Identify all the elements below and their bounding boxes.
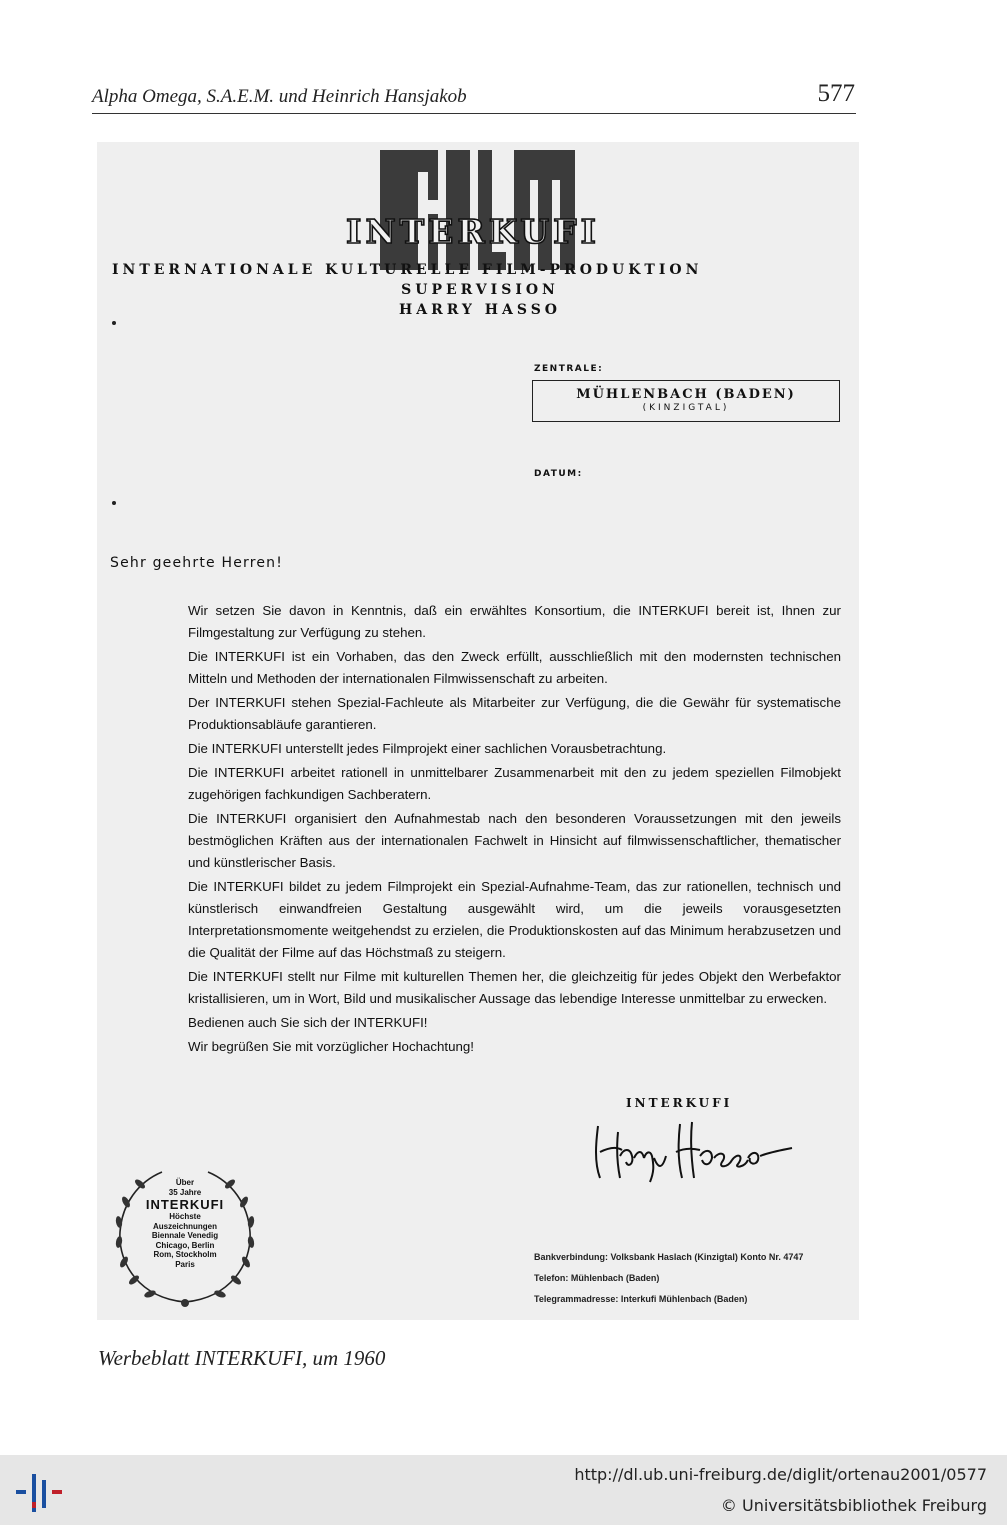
letter-body [188, 600, 841, 1060]
supervision-label: SUPERVISION [401, 282, 559, 298]
library-logo-icon [12, 1466, 66, 1516]
signature-label: INTERKUFI [626, 1096, 733, 1110]
punch-mark [112, 321, 116, 325]
seal-line: Paris [175, 1259, 195, 1269]
bank-details: Bankverbindung: Volksbank Haslach (Kinzigtal) Konto Nr. 4747 [534, 1252, 804, 1262]
paragraph: Die INTERKUFI unterstellt jedes Filmprojekt einer sachlichen Vorausbetrachtung. [188, 741, 667, 756]
paragraph: Die INTERKUFI arbeitet rationell in unmittelbarer Zusammenarbeit mit den zu jedem speziellen Filmobjekt zugehörigen fachkundigen Sachberatern. [188, 765, 841, 802]
date-label: DATUM: [534, 469, 583, 479]
phone-details: Telefon: Mühlenbach (Baden) [534, 1273, 660, 1283]
seal-line: Chicago, Berlin [155, 1240, 215, 1250]
seal-line: Biennale Venedig [151, 1231, 219, 1240]
paragraph: Bedienen auch Sie sich der INTERKUFI! [188, 1015, 428, 1030]
seal-line: Höchste [169, 1212, 201, 1221]
address-box [532, 380, 840, 422]
salutation: Sehr geehrte Herren! [110, 555, 284, 571]
copyright-notice: © Universitätsbibliothek Freiburg [720, 1496, 987, 1515]
zentrale-label: ZENTRALE: [534, 364, 604, 374]
tagline: INTERNATIONALE KULTURELLE FILM-PRODUKTION [112, 262, 703, 278]
permalink-url[interactable]: http://dl.ub.uni-freiburg.de/diglit/ortenau2001/0577 [574, 1465, 987, 1484]
page-number: 577 [817, 80, 855, 107]
paragraph: Die INTERKUFI organisiert den Aufnahmestab nach den besonderen Voraussetzungen mit den jeweils bestmöglichen Kräften aus der internationalen Fachwelt in Hinsicht auf filmwissenschaftlicher, thematischer und künstlerischer Basis. [188, 811, 841, 870]
address-city: MÜHLENBACH (BADEN) [576, 387, 796, 402]
seal-text [120, 1178, 250, 1269]
paragraph: Die INTERKUFI stellt nur Filme mit kulturellen Themen her, die gleichzeitig für jedes Objekt den Werbefaktor kristallisieren, um in Wort, Bild und musikalischer Aussage das lebendige Interesse unmittelbar zu erwecken. [188, 969, 841, 1006]
seal-line: Rom, Stockholm [153, 1250, 217, 1259]
paragraph: Wir begrüßen Sie mit vorzüglicher Hochachtung! [188, 1039, 475, 1054]
seal-brand: INTERKUFI [145, 1197, 225, 1212]
seal-line: Über [175, 1178, 195, 1187]
brand-name: INTERKUFI [346, 212, 600, 251]
figure-caption: Werbeblatt INTERKUFI, um 1960 [98, 1346, 386, 1370]
supervisor-name: HARRY HASSO [399, 302, 561, 318]
paragraph: Der INTERKUFI stehen Spezial-Fachleute als Mitarbeiter zur Verfügung, die die Gewähr für systematische Produktionsabläufe garantieren. [188, 695, 841, 732]
header-rule [92, 113, 856, 114]
paragraph: Wir setzen Sie davon in Kenntnis, daß ein erwähltes Konsortium, die INTERKUFI bereit ist, Ihnen zur Filmgestaltung zur Verfügung zu stehen. [188, 603, 841, 640]
paragraph: Die INTERKUFI ist ein Vorhaben, das den Zweck erfüllt, ausschließlich mit den modernsten technischen Mitteln und Methoden der internationalen Filmwissenschaft zu arbeiten. [188, 649, 841, 686]
handwritten-signature [588, 1112, 798, 1184]
address-region: (KINZIGTAL) [642, 403, 730, 413]
punch-mark [112, 501, 116, 505]
letter-footer [534, 1247, 803, 1310]
running-title: Alpha Omega, S.A.E.M. und Heinrich Hansjakob [92, 86, 467, 107]
seal-line: 35 Jahre [168, 1187, 202, 1197]
paragraph: Die INTERKUFI bildet zu jedem Filmprojekt ein Spezial-Aufnahme-Team, das zur rationellen, technisch und künstlerisch einwandfreien Gestaltung ausgewählt wird, um die jeweils vorausgesetzten Interpretationsmomente weitgehendst zu erzielen, die Produktionskosten auf das Minimum herabzusetzen und die Qualität der Filme auf das Höchstmaß zu steigern. [188, 879, 841, 960]
film-logo [380, 150, 575, 270]
seal-line: Auszeichnungen [152, 1221, 217, 1231]
telegram-details: Telegrammadresse: Interkufi Mühlenbach (Baden) [534, 1294, 748, 1304]
